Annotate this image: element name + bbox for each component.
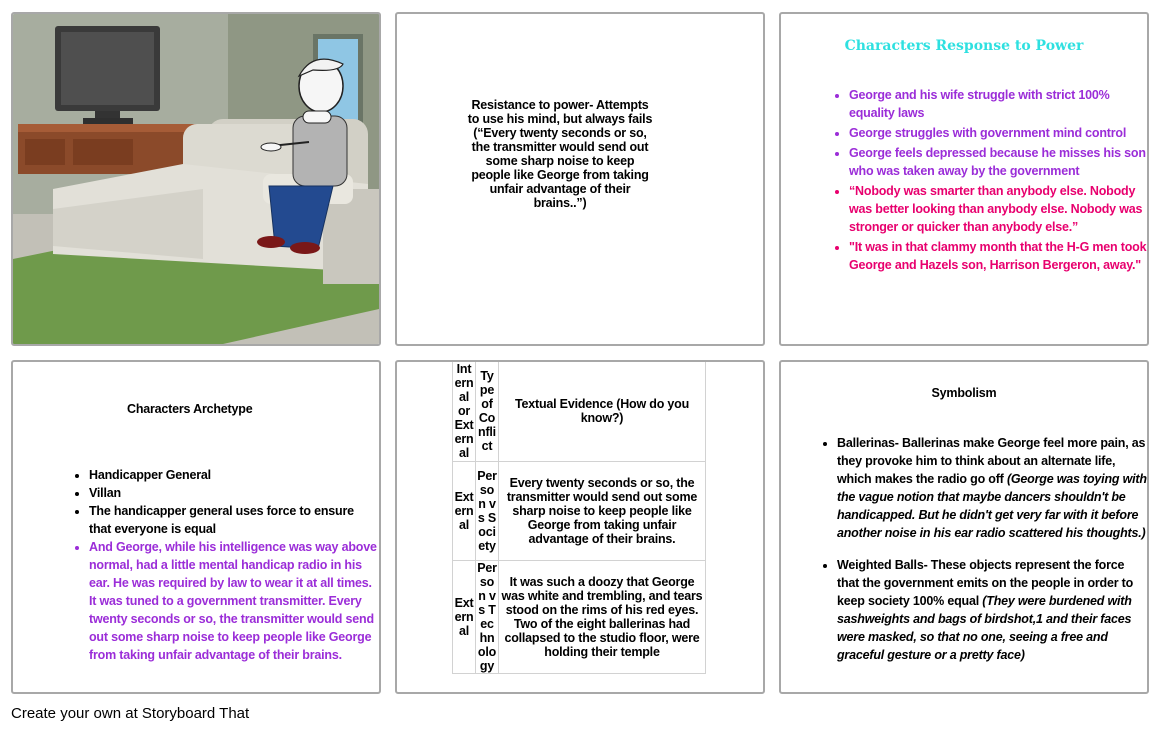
storyboard-footer-link[interactable]: Create your own at Storyboard That (11, 705, 250, 722)
panel-2-resistance (395, 12, 765, 346)
panel-1-scene (11, 12, 381, 346)
table-cell: External (453, 561, 476, 674)
panel-5-conflict-table (395, 360, 765, 694)
list-item (837, 556, 1147, 664)
list-item: • The handicapper general uses force to ensure that everyone is equal (89, 502, 379, 538)
table-row (453, 462, 706, 561)
panel-4-archetype (11, 360, 381, 694)
header-cell: Internal or External (453, 361, 476, 462)
list-item: • "It was in that clammy month that the H-G men took George and Hazels son, Harrison Bergeron, away." (849, 238, 1149, 274)
table-cell: Person vs Society (476, 462, 499, 561)
archetype-list (69, 466, 379, 664)
list-item: • And George, while his intelligence was way above normal, had a little mental handicap radio in his ear. He was required by law to wear it at all times. It was tuned to a government transmitter. Every twenty seconds or so, the transmitter would send out some sharp noise to keep people like George from taking unfair advantage of their brains. (89, 538, 379, 664)
list-item (837, 434, 1147, 542)
table-header-row (453, 361, 706, 462)
living-room-illustration (13, 14, 379, 344)
list-item: • Villan (89, 484, 379, 502)
response-list (815, 86, 1149, 276)
archetype-title: Characters Archetype (127, 402, 253, 416)
list-item: • George and his wife struggle with strict 100% equality laws (849, 86, 1149, 122)
list-item: • George feels depressed because he misses his son who was taken away by the government (849, 144, 1149, 180)
symbol-text: Weighted Balls- These objects represent the force that the government emits on the people in order to keep society 100% equal (837, 558, 1134, 608)
table-cell: Person vs Technology (477, 561, 497, 673)
symbolism-list (817, 434, 1147, 678)
header-cell: Type of Conflict (476, 361, 499, 462)
table-cell: Every twenty seconds or so, the transmitter would send out some sharp noise to keep people like George from taking unfair advantage of their brains. (499, 462, 706, 561)
symbol-quote: (They were burdened with sashweights and bags of birdshot,1 and their faces were masked, so that no one, seeing a free and graceful gesture or a pretty face) (837, 594, 1132, 662)
table-row (453, 561, 706, 674)
panel-3-response (779, 12, 1149, 346)
response-title: Characters Response to Power (844, 38, 1084, 54)
resistance-text: Resistance to power- Attempts to use his mind, but always fails (“Every twenty seconds or so, the transmitter would send out some sharp noise to keep people like George from taking unfair advantage of their brains..”) (467, 98, 653, 210)
list-item: • “Nobody was smarter than anybody else. Nobody was better looking than anybody else. Nobody was stronger or quicker than anybody else.” (849, 182, 1149, 236)
panel-6-symbolism (779, 360, 1149, 694)
symbol-quote: (George was toying with the vague notion that maybe dancers shouldn't be handicapped. But he didn't get very far with it before another noise in his ear radio scattered his thoughts.) (837, 472, 1147, 540)
list-item: • Handicapper General (89, 466, 379, 484)
list-item: • George struggles with government mind control (849, 124, 1149, 142)
symbol-text: Ballerinas- Ballerinas make George feel more pain, as they provoke him to think about an alternate life, which makes the radio go off (837, 436, 1146, 486)
conflict-table (452, 360, 706, 674)
table-cell: It was such a doozy that George was white and trembling, and tears stood on the rims of his red eyes. Two of the eight ballerinas had collapsed to the studio floor, were holding their temple (499, 561, 706, 674)
header-cell: Textual Evidence (How do you know?) (499, 361, 706, 462)
table-cell: External (453, 462, 476, 561)
symbolism-title: Symbolism (931, 386, 997, 400)
